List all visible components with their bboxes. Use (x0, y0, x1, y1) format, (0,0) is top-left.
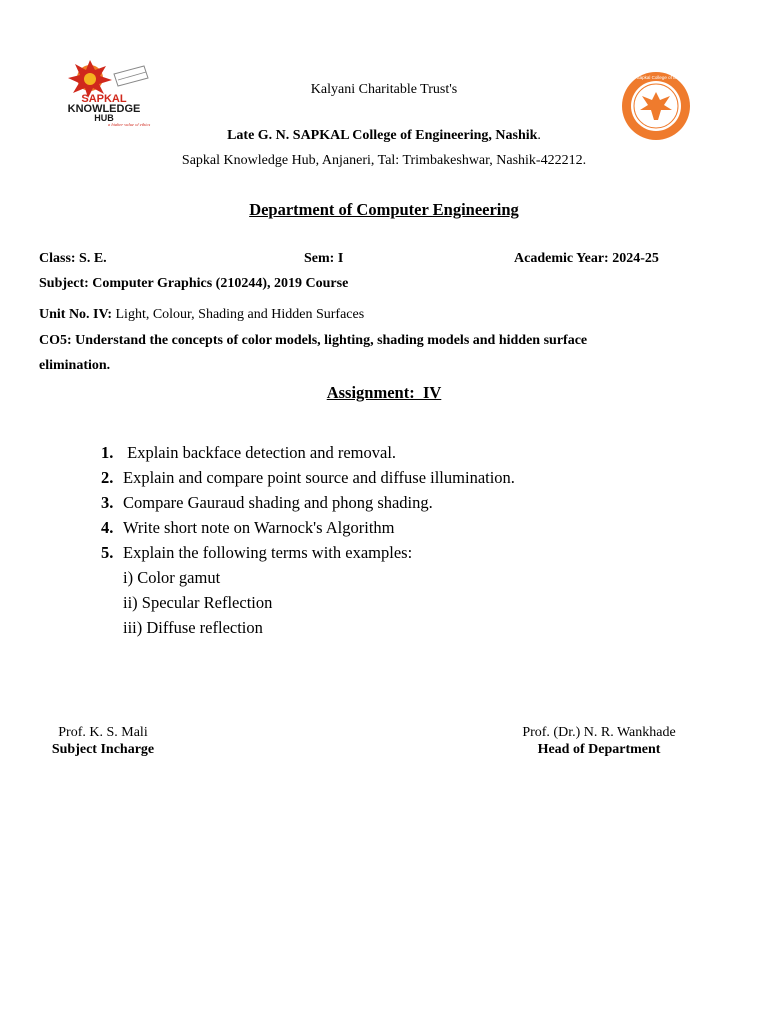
logo-line-3: HUB (94, 113, 114, 123)
logo-tagline: a higher value of ethics (108, 122, 151, 126)
subject-incharge-role: Subject Incharge (51, 742, 155, 757)
question-number: 3. (101, 493, 114, 512)
question-text: Compare Gauraud shading and phong shading. (123, 493, 433, 512)
unit-title: Light, Colour, Shading and Hidden Surfaces (115, 307, 365, 322)
sub-item: ii) Specular Reflection (123, 593, 273, 612)
sem-label: Sem: I (304, 251, 344, 266)
hod-name: Prof. (Dr.) N. R. Wankhade (522, 725, 676, 740)
co-line-1: CO5: Understand the concepts of color models, lighting, shading models and hidden surface (39, 333, 588, 348)
question-item (101, 443, 396, 463)
college-name-line (0, 128, 768, 144)
question-number: 4. (101, 518, 114, 537)
question-item (101, 493, 433, 513)
question-item (101, 468, 515, 488)
class-label: Class: S. E. (39, 251, 107, 266)
sub-item: i) Color gamut (123, 568, 221, 587)
hod-role: Head of Department (537, 742, 661, 757)
logo-line-2: KNOWLEDGE (67, 103, 141, 115)
question-number: 2. (101, 468, 114, 487)
assignment-title (0, 383, 768, 403)
assignment-title-text: Assignment: IV (326, 383, 442, 402)
co-line-2: elimination. (39, 358, 111, 373)
question-text: Explain the following terms with examples: (123, 543, 413, 562)
subject-incharge-name: Prof. K. S. Mali (58, 725, 148, 740)
question-text: Explain backface detection and removal. (123, 443, 397, 462)
question-item (101, 543, 412, 563)
unit-line (39, 307, 364, 323)
college-period: . (537, 128, 541, 143)
college-name: Late G. N. SAPKAL College of Engineering, Nashik (227, 128, 538, 143)
logo-line-1: SAPKAL (81, 93, 127, 105)
question-text: Write short note on Warnock's Algorithm (123, 518, 395, 537)
academic-year: Academic Year: 2024-25 (514, 251, 659, 266)
question-number: 5. (101, 543, 114, 562)
unit-label: Unit No. IV: (39, 307, 112, 322)
sub-item: iii) Diffuse reflection (123, 618, 263, 637)
question-text: Explain and compare point source and diffuse illumination. (123, 468, 515, 487)
college-address: Sapkal Knowledge Hub, Anjaneri, Tal: Trimbakeshwar, Nashik-422212. (181, 153, 587, 168)
subject-line: Subject: Computer Graphics (210244), 2019 Course (39, 276, 349, 291)
question-item (101, 518, 395, 538)
department-title: Department of Computer Engineering (249, 200, 519, 219)
question-number: 1. (101, 443, 114, 462)
trust-name: Kalyani Charitable Trust's (310, 82, 458, 97)
seal-text: Late G. N. Sapkal College of Engineering (614, 75, 698, 80)
